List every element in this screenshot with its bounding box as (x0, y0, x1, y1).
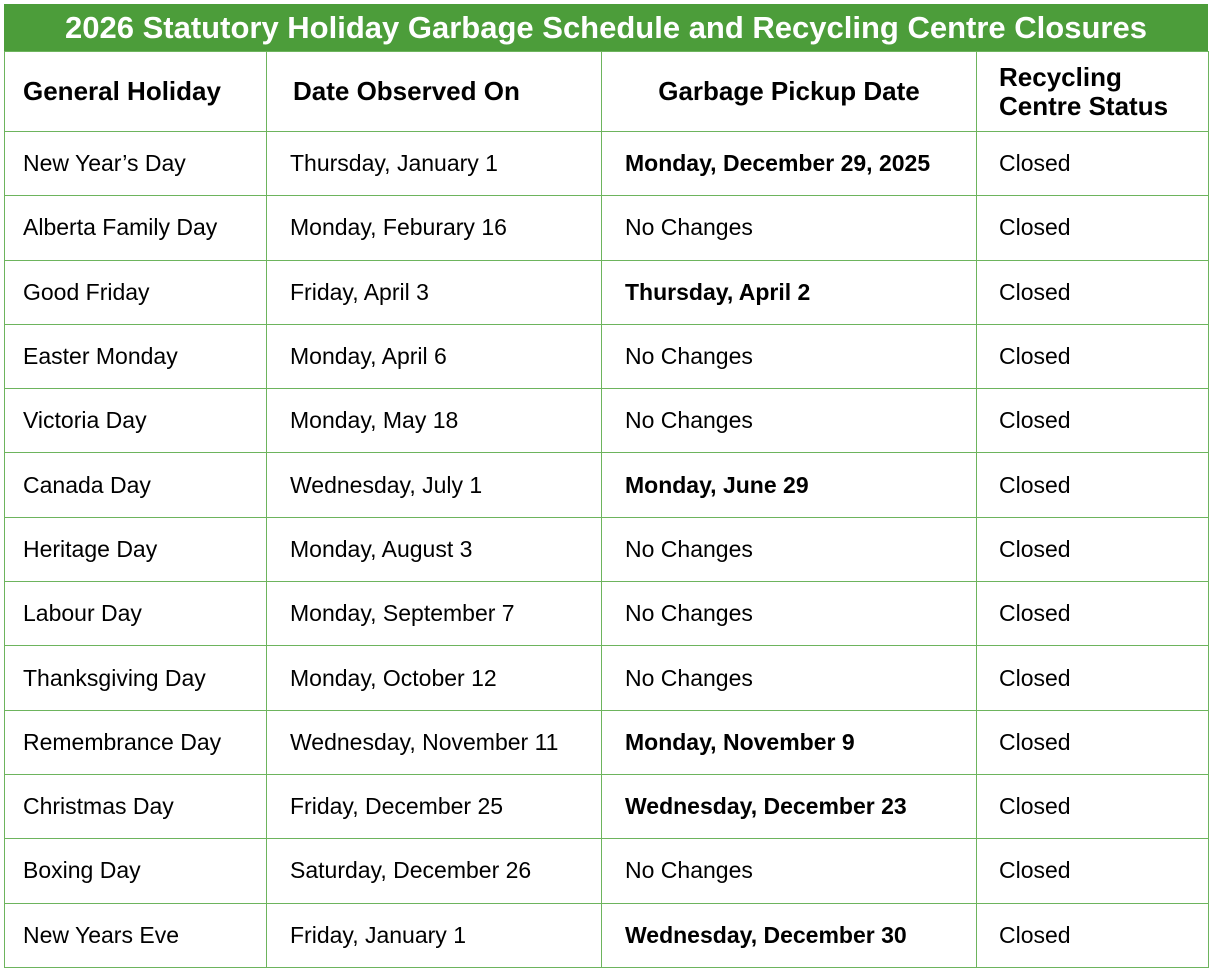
date-observed-cell: Friday, December 25 (267, 774, 602, 838)
recycling-status-cell: Closed (977, 774, 1209, 838)
table-row (5, 582, 1209, 646)
recycling-header-line-1: Recycling (999, 61, 1122, 92)
recycling-status-cell: Closed (977, 710, 1209, 774)
table-row (5, 774, 1209, 838)
table-row (5, 324, 1209, 388)
holiday-cell: Thanksgiving Day (5, 646, 267, 710)
table-row (5, 453, 1209, 517)
table-header-row (5, 52, 1209, 132)
column-header-date-observed: Date Observed On (267, 52, 602, 132)
recycling-status-cell: Closed (977, 646, 1209, 710)
date-observed-cell: Friday, April 3 (267, 260, 602, 324)
holiday-cell: Heritage Day (5, 517, 267, 581)
holiday-cell: New Year’s Day (5, 132, 267, 196)
date-observed-cell: Monday, August 3 (267, 517, 602, 581)
garbage-pickup-cell: Thursday, April 2 (602, 260, 977, 324)
garbage-pickup-cell: No Changes (602, 582, 977, 646)
date-observed-cell: Monday, April 6 (267, 324, 602, 388)
holiday-cell: Good Friday (5, 260, 267, 324)
table-body (5, 132, 1209, 968)
page-title: 2026 Statutory Holiday Garbage Schedule and Recycling Centre Closures (4, 4, 1208, 51)
holiday-cell: Christmas Day (5, 774, 267, 838)
garbage-pickup-cell: Wednesday, December 30 (602, 903, 977, 967)
holiday-cell: Boxing Day (5, 839, 267, 903)
date-observed-cell: Monday, October 12 (267, 646, 602, 710)
recycling-status-cell: Closed (977, 324, 1209, 388)
table-row (5, 517, 1209, 581)
table-row (5, 132, 1209, 196)
garbage-pickup-cell: No Changes (602, 839, 977, 903)
schedule-table (4, 51, 1209, 968)
date-observed-cell: Monday, May 18 (267, 389, 602, 453)
garbage-pickup-cell: Wednesday, December 23 (602, 774, 977, 838)
holiday-cell: Victoria Day (5, 389, 267, 453)
holiday-cell: Alberta Family Day (5, 196, 267, 260)
table-row (5, 839, 1209, 903)
recycling-status-cell: Closed (977, 517, 1209, 581)
table-row (5, 389, 1209, 453)
garbage-pickup-cell: No Changes (602, 196, 977, 260)
recycling-status-cell: Closed (977, 132, 1209, 196)
date-observed-cell: Wednesday, July 1 (267, 453, 602, 517)
garbage-pickup-cell: No Changes (602, 389, 977, 453)
garbage-pickup-cell: Monday, December 29, 2025 (602, 132, 977, 196)
recycling-status-cell: Closed (977, 389, 1209, 453)
garbage-pickup-cell: Monday, June 29 (602, 453, 977, 517)
holiday-cell: Remembrance Day (5, 710, 267, 774)
recycling-status-cell: Closed (977, 582, 1209, 646)
date-observed-cell: Friday, January 1 (267, 903, 602, 967)
recycling-status-cell: Closed (977, 453, 1209, 517)
date-observed-cell: Monday, September 7 (267, 582, 602, 646)
garbage-pickup-cell: Monday, November 9 (602, 710, 977, 774)
table-row (5, 710, 1209, 774)
holiday-cell: Labour Day (5, 582, 267, 646)
table-row (5, 196, 1209, 260)
recycling-status-cell: Closed (977, 260, 1209, 324)
column-header-recycling-status (977, 52, 1209, 132)
date-observed-cell: Saturday, December 26 (267, 839, 602, 903)
table-row (5, 260, 1209, 324)
schedule-document (4, 4, 1208, 968)
garbage-pickup-cell: No Changes (602, 646, 977, 710)
date-observed-cell: Wednesday, November 11 (267, 710, 602, 774)
column-header-general-holiday: General Holiday (5, 52, 267, 132)
holiday-cell: Easter Monday (5, 324, 267, 388)
holiday-cell: Canada Day (5, 453, 267, 517)
table-row (5, 903, 1209, 967)
recycling-header-line-2: Centre Status (999, 90, 1169, 121)
garbage-pickup-cell: No Changes (602, 517, 977, 581)
holiday-cell: New Years Eve (5, 903, 267, 967)
recycling-status-cell: Closed (977, 903, 1209, 967)
date-observed-cell: Monday, Feburary 16 (267, 196, 602, 260)
recycling-status-cell: Closed (977, 196, 1209, 260)
table-row (5, 646, 1209, 710)
date-observed-cell: Thursday, January 1 (267, 132, 602, 196)
column-header-garbage-pickup: Garbage Pickup Date (602, 52, 977, 132)
garbage-pickup-cell: No Changes (602, 324, 977, 388)
recycling-status-cell: Closed (977, 839, 1209, 903)
